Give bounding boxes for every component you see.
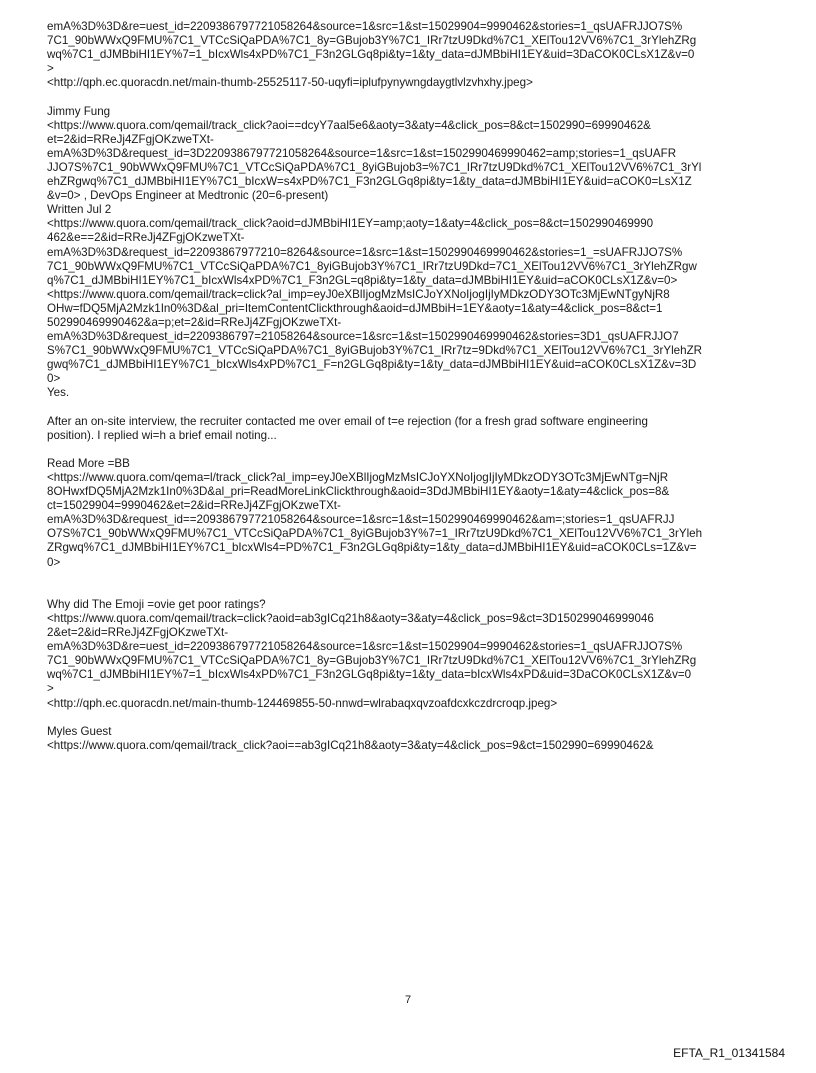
text-line: &v=0> , DevOps Engineer at Medtronic (20=6-present) xyxy=(47,189,329,203)
text-line: 8OHwxfDQ5MjA2Mzk1In0%3D&al_pri=ReadMoreLinkClickthrough&aoid=3DdJMBbiHI1EY&aoty=1&aty=4&click_pos=8& xyxy=(47,485,670,499)
text-line: 0> xyxy=(47,372,61,386)
text-line: <https://www.quora.com/qemail/track=click?aoid=ab3gICq21h8&aoty=3&aty=4&click_pos=9&ct=3D150299046999046 xyxy=(47,611,654,625)
text-line: <https://www.quora.com/qemail/track_click?aoid=dJMBbiHI1EY=amp;aoty=1&aty=4&click_pos=8&ct=1502990469990 xyxy=(47,217,654,231)
blank-line xyxy=(47,570,782,584)
page-number: 7 xyxy=(404,994,412,1006)
text-line: <http://qph.ec.quoracdn.net/main-thumb-124469855-50-nnwd=wlrabaqxqvzoafdcxkczdrcroqp.jpeg> xyxy=(47,696,558,710)
text-line: emA%3D%3D&request_id==209386797721058264&source=1&src=1&st=1502990469990462&am=;stories=1_qsUAFRJJ xyxy=(47,513,675,527)
text-line: Yes. xyxy=(47,386,70,400)
bates-stamp: EFTA_R1_01341584 xyxy=(673,1046,785,1060)
text-line: 502990469990462&a=p;et=2&id=RReJj4ZFgjOKzweTXt- xyxy=(47,315,342,329)
text-line: Myles Guest xyxy=(47,724,112,738)
text-line: ct=15029904=9990462&et=2&id=RReJj4ZFgjOKzweTXt- xyxy=(47,499,341,513)
text-line: O7S%7C1_90bWWxQ9FMU%7C1_VTCcSiQaPDA%7C1_8yiGBujob3Y%7=1_IRr7tzU9Dkd%7C1_XElTou12VV6%7C1_3rYleh xyxy=(47,527,703,541)
text-line: <https://www.quora.com/qemail/track=click?al_imp=eyJ0eXBlIjogMzMsICJoYXNoIjogIjIyMDkzODY3OTc3MjEwNTgyNjR8 xyxy=(47,287,670,301)
text-line: <https://www.quora.com/qema=l/track_click?al_imp=eyJ0eXBlIjogMzMsICJoYXNoIjogIjIyMDkzODY3OTc3MjEwNTg=NjR xyxy=(47,471,669,484)
text-line: emA%3D%3D&re=uest_id=2209386797721058264&source=1&src=1&st=15029904=9990462&stories=1_qsUAFRJJO7S% xyxy=(47,20,683,33)
text-line: position). I replied wi=h a brief email noting... xyxy=(47,428,277,442)
text-line: OHw=fDQ5MjA2Mzk1In0%3D&al_pri=ItemContentClickthrough&aoid=dJMBbiH=1EY&aoty=1&aty=4&click_pos=8&ct=1 xyxy=(47,301,663,315)
text-line: Read More =BB xyxy=(47,456,130,470)
blank-line xyxy=(47,443,782,457)
text-line: Jimmy Fung xyxy=(47,104,111,118)
blank-line xyxy=(47,584,782,598)
text-line: 0> xyxy=(47,555,61,569)
text-line: 7C1_90bWWxQ9FMU%7C1_VTCcSiQaPDA%7C1_8y=GBujob3Y%7C1_IRr7tzU9Dkd%7C1_XElTou12VV6%7C1_3rYlehZRg xyxy=(47,654,697,668)
text-line: <https://www.quora.com/qemail/track_click?aoi==dcyY7aal5e6&aoty=3&aty=4&click_pos=8&ct=1502990=69990462& xyxy=(47,118,651,132)
text-line: S%7C1_90bWWxQ9FMU%7C1_VTCcSiQaPDA%7C1_8yiGBujob3Y%7C1_IRr7tz=9Dkd%7C1_XElTou12VV6%7C1_3rYlehZR xyxy=(47,344,703,358)
text-line: emA%3D%3D&request_id=22093867977210=8264&source=1&src=1&st=1502990469990462&stories=1_=sUAFRJJO7S% xyxy=(47,245,683,259)
text-line: et=2&id=RReJj4ZFgjOKzweTXt- xyxy=(47,132,214,146)
text-line: q%7C1_dJMBbiHI1EY%7C1_bIcxWls4xPD%7C1_F3n2GL=q8pi&ty=1&ty_data=dJMBbiHI1EY&uid=aCOK0CLsX1Z&v=0> xyxy=(47,273,678,287)
text-line: 7C1_90bWWxQ9FMU%7C1_VTCcSiQaPDA%7C1_8yiGBujob3Y%7C1_IRr7tzU9Dkd=7C1_XElTou12VV6%7C1_3rYlehZRgw xyxy=(47,259,697,273)
text-line: ZRgwq%7C1_dJMBbiHI1EY%7C1_bIcxWls4=PD%7C1_F3n2GLGq8pi&ty=1&ty_data=dJMBbiHI1EY&uid=aCOK0CLs=1Z&v= xyxy=(47,541,697,555)
blank-line xyxy=(47,90,782,104)
text-line: wq%7C1_dJMBbiHI1EY%7=1_bIcxWls4xPD%7C1_F3n2GLGq8pi&ty=1&ty_data=dJMBbiHI1EY&uid=3DaCOK0CLsX1Z&v=0 xyxy=(47,48,695,62)
text-line: gwq%7C1_dJMBbiHI1EY%7C1_bIcxWls4xPD%7C1_F=n2GLGq8pi&ty=1&ty_data=dJMBbiHI1EY&uid=aCOK0CLsX1Z&v=3D xyxy=(47,358,697,372)
text-line: > xyxy=(47,682,54,696)
text-line: 462&e==2&id=RReJj4ZFgjOKzweTXt- xyxy=(47,231,245,245)
text-line: Why did The Emoji =ovie get poor ratings? xyxy=(47,597,266,611)
text-line: emA%3D%3D&request_id=3D2209386797721058264&source=1&src=1&st=1502990469990462=amp;stories=1_qsUAFR xyxy=(47,146,677,160)
text-line: JJO7S%7C1_90bWWxQ9FMU%7C1_VTCcSiQaPDA%7C1_8yiGBujob3=%7C1_IRr7tzU9Dkd%7C1_XElTou12VV6%7C1_3rYl xyxy=(47,160,702,174)
text-line: emA%3D%3D&request_id=2209386797=21058264&source=1&src=1&st=1502990469990462&stories=3D1_qsUAFRJJO7 xyxy=(47,330,679,344)
text-line: After an on-site interview, the recruiter contacted me over email of t=e rejection (for a fresh grad software engineering xyxy=(47,414,648,428)
text-line: > xyxy=(47,62,54,76)
document-body xyxy=(47,20,782,753)
blank-line xyxy=(47,401,782,415)
text-line: 2&et=2&id=RReJj4ZFgjOKzweTXt- xyxy=(47,626,229,640)
text-line: 7C1_90bWWxQ9FMU%7C1_VTCcSiQaPDA%7C1_8y=GBujob3Y%7C1_IRr7tzU9Dkd%7C1_XElTou12VV6%7C1_3rYlehZRg xyxy=(47,34,697,48)
text-line: <http://qph.ec.quoracdn.net/main-thumb-25525117-50-uqyfi=iplufpynywngdaygtlvlzvhxhy.jpeg> xyxy=(47,76,533,90)
text-line: Written Jul 2 xyxy=(47,203,112,217)
text-line: ehZRgwq%7C1_dJMBbiHI1EY%7C1_bIcxW=s4xPD%7C1_F3n2GLGq8pi&ty=1&ty_data=dJMBbiHI1EY&uid=aCOK0=LsX1Z xyxy=(47,175,692,189)
text-line: emA%3D%3D&re=uest_id=2209386797721058264&source=1&src=1&st=15029904=9990462&stories=1_qsUAFRJJO7S% xyxy=(47,640,683,654)
blank-line xyxy=(47,711,782,725)
text-line: wq%7C1_dJMBbiHI1EY%7=1_bIcxWls4xPD%7C1_F3n2GLGq8pi&ty=1&ty_data=bIcxWls4xPD&uid=3DaCOK0CLsX1Z&v=0 xyxy=(47,668,692,682)
text-line: <https://www.quora.com/qemail/track_click?aoi==ab3gICq21h8&aoty=3&aty=4&click_pos=9&ct=1502990=69990462& xyxy=(47,738,654,752)
